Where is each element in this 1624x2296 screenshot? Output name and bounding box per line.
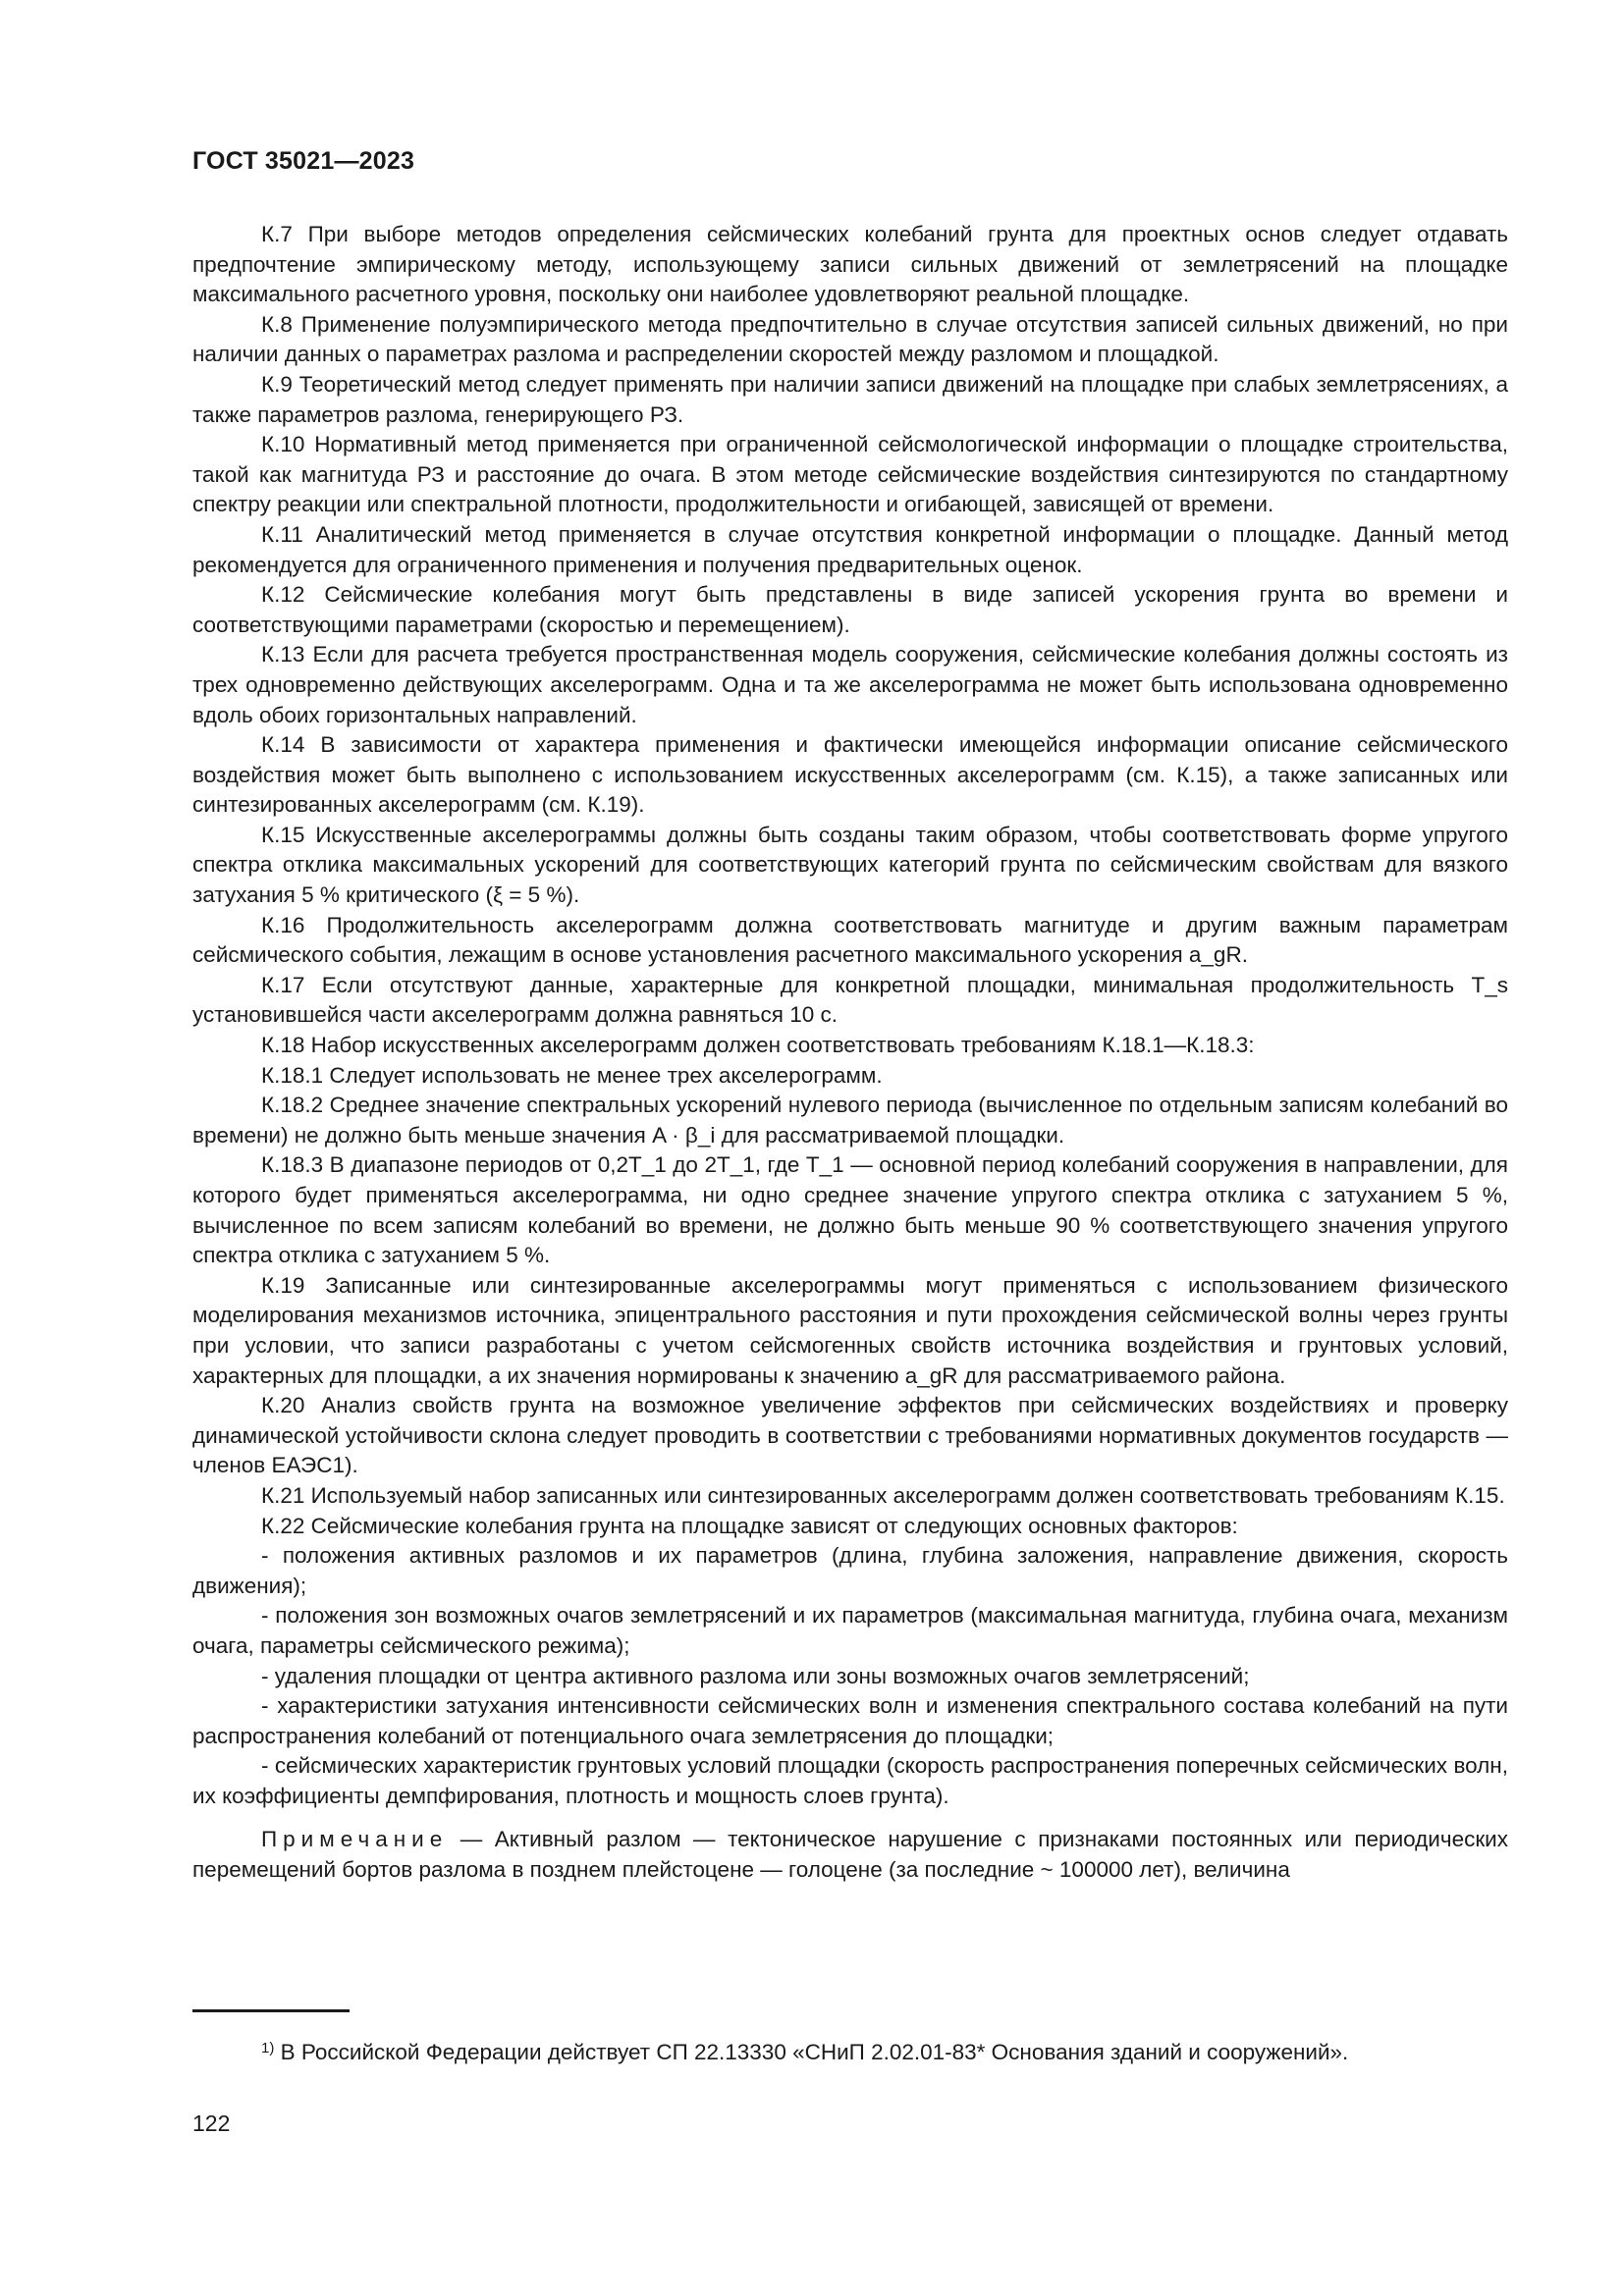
paragraph-k10: К.10 Нормативный метод применяется при ограниченной сейсмологической информации о площадке строительства, такой как магнитуда РЗ и расстояние до очага. В этом методе сейсмические воздействия синтезируются по стандартному спектру реакции или спектральной плотности, продолжительности и огибающей, зависящей от времени.	[192, 432, 1508, 517]
paragraph-k8: К.8 Применение полуэмпирического метода предпочтительно в случае отсутствия записей сильных движений, но при наличии данных о параметрах разлома и распределении скоростей между разломом и площадкой.	[192, 311, 1508, 367]
list-item: - положения активных разломов и их параметров (длина, глубина заложения, направление движения, скорость движения);	[192, 1543, 1508, 1598]
list-item: - удаления площадки от центра активного разлома или зоны возможных очагов землетрясений;	[261, 1663, 1250, 1688]
paragraph-k9: К.9 Теоретический метод следует применять при наличии записи движений на площадке при слабых землетрясениях, а также параметров разлома, генерирующего РЗ.	[192, 371, 1508, 427]
paragraph-k18-2: К.18.2 Среднее значение спектральных ускорений нулевого периода (вычисленное по отдельным записям колебаний во времени) не должно быть меньше значения A · β_i для рассматриваемой площадки.	[192, 1093, 1508, 1148]
footnote-marker: 1)	[261, 2040, 275, 2056]
footnote-divider	[192, 2009, 350, 2012]
document-body	[192, 220, 1508, 1886]
paragraph-k13: К.13 Если для расчета требуется пространственная модель сооружения, сейсмические колебания должны состоять из трех одновременно действующих акселерограмм. Одна и та же акселерограмма не может быть использована одновременно вдоль обоих горизонтальных направлений.	[192, 642, 1508, 727]
paragraph-k18-3: К.18.3 В диапазоне периодов от 0,2T_1 до 2T_1, где T_1 — основной период колебаний сооружения в направлении, для которого будет применяться акселерограмма, ни одно среднее значение упругого спектра отклика с затуханием 5 %, вычисленное по всем записям колебаний во времени, не должно быть меньше 90 % соответствующего значения упругого спектра отклика с затуханием 5 %.	[192, 1152, 1508, 1268]
paragraph-k22: К.22 Сейсмические колебания грунта на площадке зависят от следующих основных факторов:	[261, 1513, 1238, 1538]
paragraph-k11: К.11 Аналитический метод применяется в случае отсутствия конкретной информации о площадке. Данный метод рекомендуется для ограниченного применения и получения предварительных оценок.	[192, 521, 1508, 577]
note-label: Примечание	[261, 1827, 449, 1852]
document-header: ГОСТ 35021—2023	[192, 147, 415, 175]
paragraph-k16: К.16 Продолжительность акселерограмм должна соответствовать магнитуде и другим важным параметрам сейсмического события, лежащим в основе установления расчетного максимального ускорения a_gR.	[192, 912, 1508, 968]
page-number: 122	[192, 2110, 231, 2136]
paragraph-k12: К.12 Сейсмические колебания могут быть представлены в виде записей ускорения грунта во времени и соответствующими параметрами (скоростью и перемещением).	[192, 582, 1508, 637]
paragraph-k18-1: К.18.1 Следует использовать не менее трех акселерограмм.	[261, 1062, 883, 1088]
paragraph-k20: К.20 Анализ свойств грунта на возможное увеличение эффектов при сейсмических воздействиях и проверку динамической устойчивости склона следует проводить в соответствии с требованиями нормативных документов государств — членов ЕАЭС1).	[192, 1393, 1508, 1478]
paragraph-k21: К.21 Используемый набор записанных или синтезированных акселерограмм должен соответствовать требованиям К.15.	[261, 1482, 1505, 1508]
paragraph-k7: К.7 При выборе методов определения сейсмических колебаний грунта для проектных основ следует отдавать предпочтение эмпирическому методу, использующему записи сильных движений от землетрясений на площадке максимального расчетного уровня, поскольку они наиболее удовлетворяют реальной площадке.	[192, 222, 1508, 307]
list-item: - положения зон возможных очагов землетрясений и их параметров (максимальная магнитуда, глубина очага, механизм очага, параметры сейсмического режима);	[192, 1603, 1508, 1658]
paragraph-k17: К.17 Если отсутствуют данные, характерные для конкретной площадки, минимальная продолжительность T_s установившейся части акселерограмм должна равняться 10 с.	[192, 972, 1508, 1028]
note-text: — Активный разлом — тектоническое нарушение с признаками постоянных или периодических перемещений бортов разлома в позднем плейстоцене — голоцене (за последние ~ 100000 лет), величина	[192, 1827, 1508, 1883]
footnote	[261, 2038, 1348, 2067]
paragraph-k19: К.19 Записанные или синтезированные акселерограммы могут применяться с использованием физического моделирования механизмов источника, эпицентрального расстояния и пути прохождения сейсмической волны через грунты при условии, что записи разработаны с учетом сейсмогенных свойств источника воздействия и грунтовых условий, характерных для площадки, а их значения нормированы к значению a_gR для рассматриваемого района.	[192, 1272, 1508, 1388]
note-paragraph	[192, 1825, 1508, 1885]
list-item: - характеристики затухания интенсивности сейсмических волн и изменения спектрального состава колебаний на пути распространения колебаний от потенциального очага землетрясения до площадки;	[192, 1693, 1508, 1748]
paragraph-k18: К.18 Набор искусственных акселерограмм должен соответствовать требованиям К.18.1—К.18.3:	[261, 1033, 1255, 1058]
footnote-text: В Российской Федерации действует СП 22.13330 «СНиП 2.02.01-83* Основания зданий и сооружений».	[274, 2040, 1349, 2064]
list-item: - сейсмических характеристик грунтовых условий площадки (скорость распространения поперечных сейсмических волн, их коэффициенты демпфирования, плотность и мощность слоев грунта).	[192, 1753, 1508, 1808]
paragraph-k14: К.14 В зависимости от характера применения и фактически имеющейся информации описание сейсмического воздействия может быть выполнено с использованием искусственных акселерограмм (см. К.15), а также записанных или синтезированных акселерограмм (см. К.19).	[192, 732, 1508, 818]
paragraph-k15: К.15 Искусственные акселерограммы должны быть созданы таким образом, чтобы соответствовать форме упругого спектра отклика максимальных ускорений для соответствующих категорий грунта по сейсмическим свойствам для вязкого затухания 5 % критического (ξ = 5 %).	[192, 822, 1508, 908]
